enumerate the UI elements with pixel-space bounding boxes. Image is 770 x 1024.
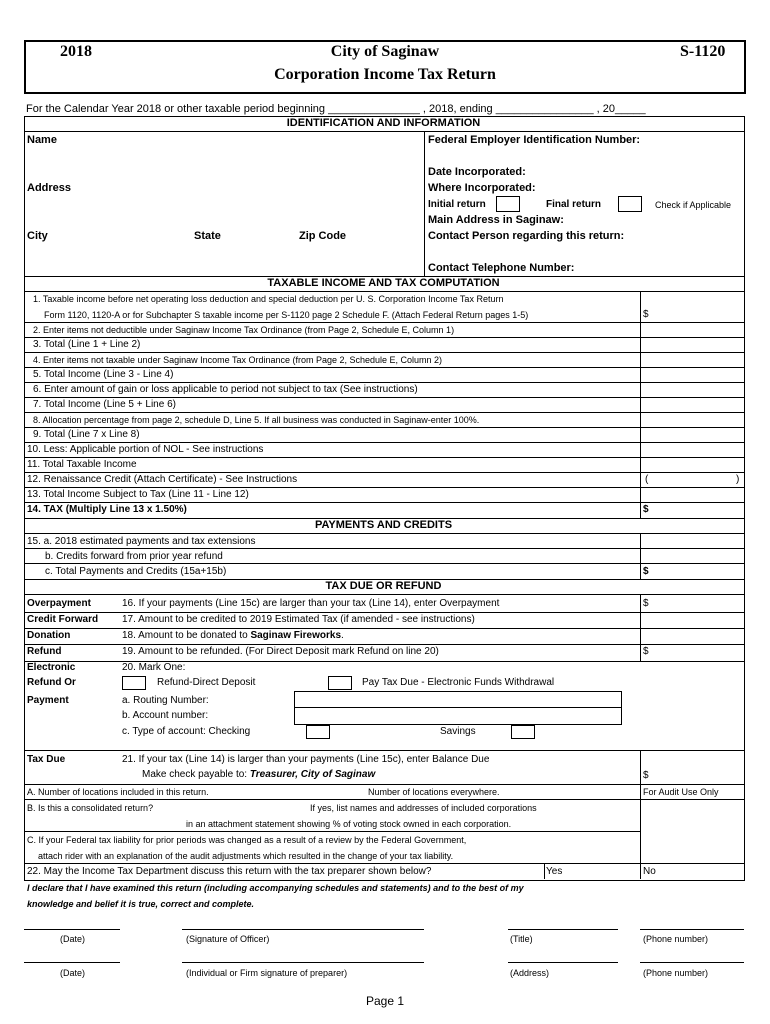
donation-label: Donation — [27, 630, 71, 641]
treasurer-name: Treasurer, City of Saginaw — [249, 769, 376, 780]
contact-phone-label: Contact Telephone Number: — [428, 262, 575, 274]
line-22-yes[interactable]: Yes — [546, 866, 563, 877]
line-19-dollar: $ — [643, 646, 649, 657]
line-19: 19. Amount to be refunded. (For Direct Deposit mark Refund on line 20) — [122, 646, 439, 657]
line-7: 7. Total Income (Line 5 + Line 6) — [33, 399, 176, 410]
line-22-no[interactable]: No — [643, 866, 656, 877]
date-label-1: (Date) — [60, 934, 86, 944]
line-5: 5. Total Income (Line 3 - Line 4) — [33, 369, 174, 380]
payment-label: Payment — [27, 695, 69, 706]
refund-direct-deposit-label: Refund-Direct Deposit — [157, 677, 256, 688]
signature-officer-label: (Signature of Officer) — [186, 934, 270, 944]
address-label: Address — [27, 182, 72, 194]
account-type-label: c. Type of account: Checking — [122, 726, 251, 737]
refund-label: Refund — [27, 646, 62, 657]
refund-direct-deposit-checkbox[interactable] — [122, 676, 146, 690]
line-18-period: . — [341, 630, 344, 641]
savings-label: Savings — [440, 726, 476, 737]
line-16: 16. If your payments (Line 15c) are larger than your tax (Line 14), enter Overpayment — [122, 598, 500, 609]
main-address-label: Main Address in Saginaw: — [428, 214, 564, 226]
declaration-line1: I declare that I have examined this return (including accompanying schedules and statements) and to the best of my — [27, 883, 524, 893]
form-subtitle: Corporation Income Tax Return — [274, 66, 496, 83]
date-label-2: (Date) — [60, 968, 86, 978]
declaration-line2: knowledge and belief it is true, correct and complete. — [27, 899, 255, 909]
line-15a: 15. a. 2018 estimated payments and tax extensions — [27, 536, 256, 547]
initial-return-checkbox[interactable] — [496, 196, 520, 212]
line-17: 17. Amount to be credited to 2019 Estimated Tax (if amended - see instructions) — [122, 614, 475, 625]
line-4: 4. Enter items not taxable under Saginaw Income Tax Ordinance (from Page 2, Schedule E, Column 2) — [33, 355, 443, 365]
tax-due-heading: TAX DUE OR REFUND — [325, 580, 442, 592]
line-11: 11. Total Taxable Income — [27, 459, 137, 470]
line-14-dollar: $ — [643, 504, 649, 515]
line-18 — [122, 630, 344, 641]
refund-or-label: Refund Or — [27, 677, 76, 688]
phone-label-1: (Phone number) — [643, 934, 709, 944]
final-return-checkbox[interactable] — [618, 196, 642, 212]
saginaw-fireworks: Saginaw Fireworks — [250, 630, 342, 641]
line-12-open-paren: ( — [645, 474, 649, 485]
line-18-text: 18. Amount to be donated to — [122, 630, 251, 641]
line-1-dollar: $ — [643, 309, 649, 320]
phone-label-2: (Phone number) — [643, 968, 709, 978]
item-a-everywhere: Number of locations everywhere. — [368, 787, 500, 797]
line-3: 3. Total (Line 1 + Line 2) — [33, 339, 141, 350]
credit-forward-label: Credit Forward — [27, 614, 99, 625]
initial-return-label: Initial return — [428, 199, 486, 210]
routing-number-label: a. Routing Number: — [122, 695, 209, 706]
fein-label: Federal Employer Identification Number: — [428, 134, 641, 146]
make-check-payable: Make check payable to: — [142, 769, 250, 780]
state-label: State — [194, 230, 221, 242]
city-title: City of Saginaw — [330, 43, 440, 60]
line-1a: 1. Taxable income before net operating loss deduction and special deduction per U. S. Corporation Income Tax Return — [33, 294, 504, 304]
line-6: 6. Enter amount of gain or loss applicable to period not subject to tax (See instructions) — [33, 384, 418, 395]
item-a: A. Number of locations included in this return. — [27, 787, 209, 797]
item-b-attachment: in an attachment statement showing % of voting stock owned in each corporation. — [186, 819, 512, 829]
line-21b — [142, 769, 375, 780]
checking-checkbox[interactable] — [306, 725, 330, 739]
line-15c-dollar: $ — [643, 566, 649, 577]
line-16-dollar: $ — [643, 598, 649, 609]
tax-year: 2018 — [60, 43, 92, 60]
savings-checkbox[interactable] — [511, 725, 535, 739]
line-10: 10. Less: Applicable portion of NOL - See instructions — [27, 444, 264, 455]
tax-due-label: Tax Due — [27, 754, 66, 765]
identification-heading: IDENTIFICATION AND INFORMATION — [286, 117, 481, 129]
line-1b: Form 1120, 1120-A or for Subchapter S taxable income per S-1120 page 2 Schedule F. (Attach Federal Return pages 1-5) — [44, 310, 529, 320]
city-label: City — [27, 230, 48, 242]
item-c-line1: C. If your Federal tax liability for prior periods was changed as a result of a review by the Federal Government, — [27, 835, 467, 845]
routing-account-input[interactable] — [294, 691, 622, 725]
name-label: Name — [27, 134, 57, 146]
calendar-year-line: For the Calendar Year 2018 or other taxable period beginning _______________ , 2018, ending ________________ , 20_____ — [26, 103, 646, 115]
final-return-label: Final return — [546, 199, 602, 210]
line-12: 12. Renaissance Credit (Attach Certificate) - See Instructions — [27, 474, 298, 485]
item-b: B. Is this a consolidated return? — [27, 803, 154, 813]
electronic-label: Electronic — [27, 662, 76, 673]
taxable-income-heading: TAXABLE INCOME AND TAX COMPUTATION — [267, 277, 500, 289]
contact-person-label: Contact Person regarding this return: — [428, 230, 625, 242]
page-number: Page 1 — [365, 994, 405, 1008]
line-15b: b. Credits forward from prior year refund — [45, 551, 223, 562]
payments-heading: PAYMENTS AND CREDITS — [314, 519, 453, 531]
form-number: S-1120 — [680, 43, 726, 60]
address-sign-label: (Address) — [510, 968, 550, 978]
line-2: 2. Enter items not deductible under Saginaw Income Tax Ordinance (from Page 2, Schedule E, Column 1) — [33, 325, 455, 335]
line-15c: c. Total Payments and Credits (15a+15b) — [45, 566, 227, 577]
line-14: 14. TAX (Multiply Line 13 x 1.50%) — [27, 504, 187, 515]
account-number-label: b. Account number: — [122, 710, 209, 721]
title-label: (Title) — [510, 934, 533, 944]
line-9: 9. Total (Line 7 x Line 8) — [33, 429, 140, 440]
date-incorporated-label: Date Incorporated: — [428, 166, 526, 178]
zip-label: Zip Code — [299, 230, 347, 242]
line-13: 13. Total Income Subject to Tax (Line 11 - Line 12) — [27, 489, 249, 500]
line-22: 22. May the Income Tax Department discuss this return with the tax preparer shown below? — [27, 866, 432, 877]
check-if-applicable-label: Check if Applicable — [655, 200, 732, 210]
item-c-line2: attach rider with an explanation of the audit adjustments which resulted in the change of your tax liability. — [38, 851, 454, 861]
audit-use-only: For Audit Use Only — [643, 787, 719, 797]
item-b-if-yes: If yes, list names and addresses of included corporations — [310, 803, 537, 813]
pay-tax-eft-label: Pay Tax Due - Electronic Funds Withdrawal — [362, 677, 555, 688]
where-incorporated-label: Where Incorporated: — [428, 182, 536, 194]
line-21-dollar: $ — [643, 770, 649, 781]
line-20: 20. Mark One: — [122, 662, 186, 673]
pay-tax-eft-checkbox[interactable] — [328, 676, 352, 690]
signature-preparer-label: (Individual or Firm signature of preparer) — [186, 968, 348, 978]
overpayment-label: Overpayment — [27, 598, 91, 609]
line-8: 8. Allocation percentage from page 2, schedule D, Line 5. If all business was conducted in Saginaw-enter 100%. — [33, 415, 480, 425]
line-12-close-paren: ) — [736, 474, 740, 485]
line-21: 21. If your tax (Line 14) is larger than your payments (Line 15c), enter Balance Due — [122, 754, 490, 765]
